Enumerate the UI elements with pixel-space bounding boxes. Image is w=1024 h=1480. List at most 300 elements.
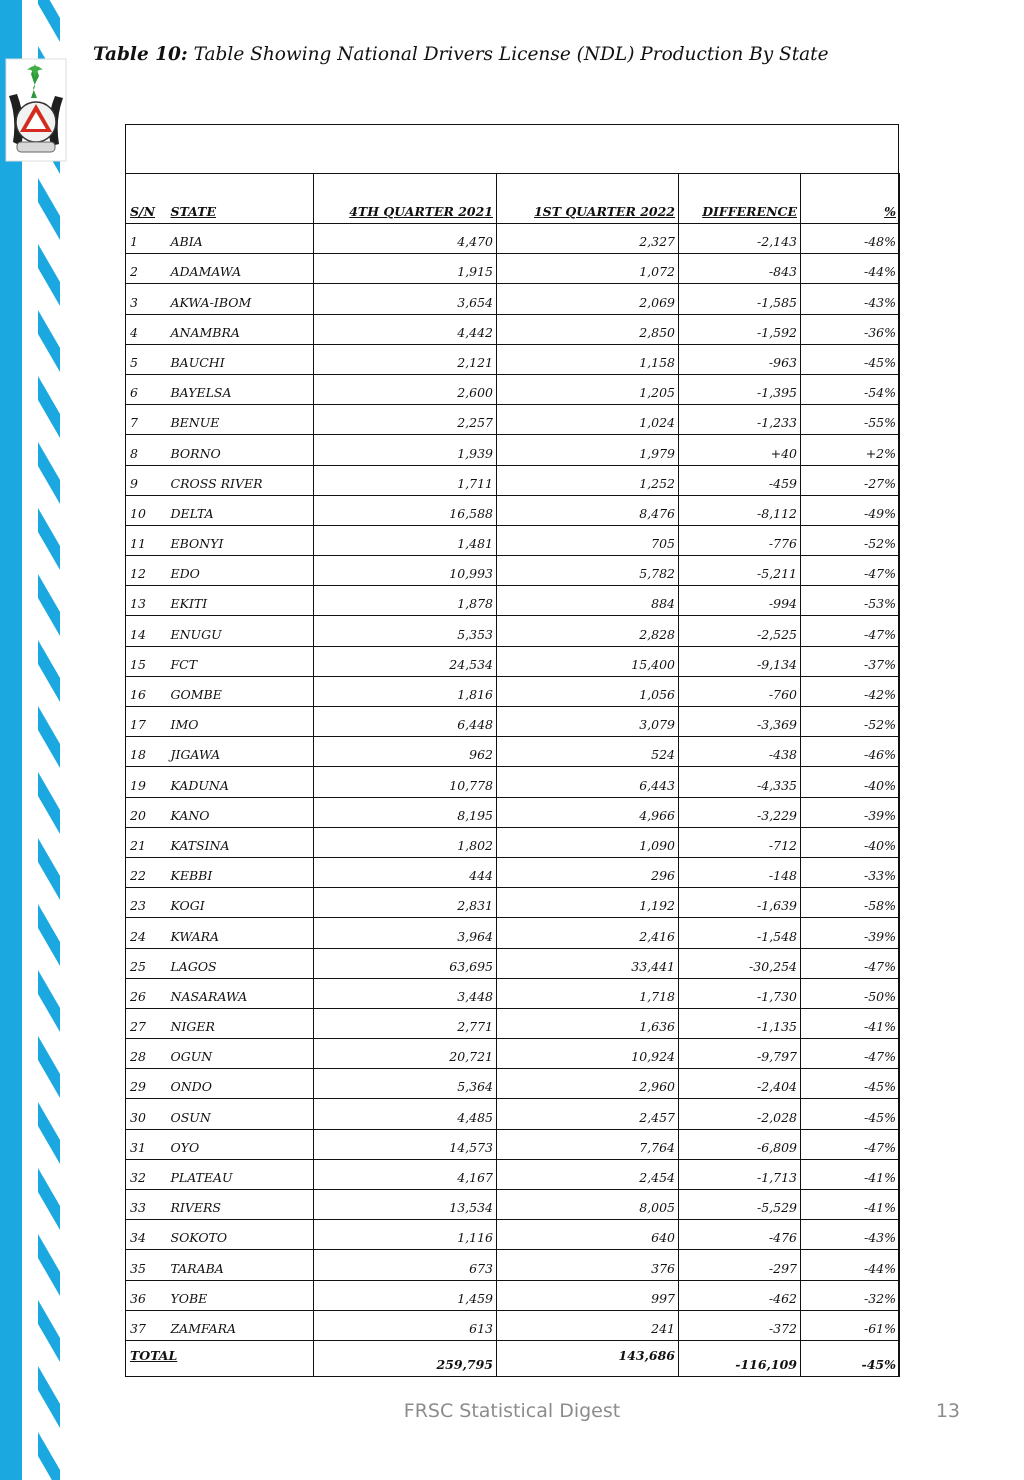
cell-state: OGUN xyxy=(167,1039,314,1069)
cell-percent: -32% xyxy=(801,1280,900,1310)
cell-q4-2021: 3,964 xyxy=(314,918,497,948)
table-row xyxy=(126,1310,900,1340)
cell-q1-2022: 1,979 xyxy=(497,435,679,465)
cell-q4-2021: 20,721 xyxy=(314,1039,497,1069)
cell-sn: 10 xyxy=(126,495,167,525)
cell-q1-2022: 6,443 xyxy=(497,767,679,797)
band-stripe xyxy=(38,904,60,966)
cell-q4-2021: 4,442 xyxy=(314,314,497,344)
cell-percent: -47% xyxy=(801,616,900,646)
cell-percent: -41% xyxy=(801,1190,900,1220)
table-row xyxy=(126,556,900,586)
cell-difference: -963 xyxy=(679,344,801,374)
cell-difference: -30,254 xyxy=(679,948,801,978)
frsc-logo-icon xyxy=(5,58,67,162)
cell-q4-2021: 8,195 xyxy=(314,797,497,827)
cell-q1-2022: 10,924 xyxy=(497,1039,679,1069)
header-difference: DIFFERENCE xyxy=(679,174,801,224)
cell-q1-2022: 524 xyxy=(497,737,679,767)
cell-state: KANO xyxy=(167,797,314,827)
cell-state: SOKOTO xyxy=(167,1220,314,1250)
cell-difference: -2,525 xyxy=(679,616,801,646)
cell-q1-2022: 1,024 xyxy=(497,405,679,435)
cell-difference: -438 xyxy=(679,737,801,767)
cell-difference: -476 xyxy=(679,1220,801,1250)
cell-state: KWARA xyxy=(167,918,314,948)
cell-q4-2021: 1,459 xyxy=(314,1280,497,1310)
table-header-row xyxy=(126,174,900,224)
cell-percent: -44% xyxy=(801,1250,900,1280)
cell-difference: -776 xyxy=(679,525,801,555)
cell-sn: 23 xyxy=(126,888,167,918)
cell-state: KADUNA xyxy=(167,767,314,797)
table-row xyxy=(126,224,900,254)
cell-difference: -1,395 xyxy=(679,374,801,404)
total-q1-2022: 143,686 xyxy=(497,1340,679,1376)
cell-state: BAUCHI xyxy=(167,344,314,374)
band-stripe xyxy=(38,1036,60,1098)
cell-q1-2022: 2,416 xyxy=(497,918,679,948)
table-row xyxy=(126,616,900,646)
cell-percent: -39% xyxy=(801,797,900,827)
cell-state: OYO xyxy=(167,1129,314,1159)
table-title xyxy=(93,44,993,65)
band-stripe xyxy=(38,1432,60,1480)
total-row xyxy=(126,1340,900,1376)
cell-difference: -6,809 xyxy=(679,1129,801,1159)
cell-percent: +2% xyxy=(801,435,900,465)
cell-sn: 19 xyxy=(126,767,167,797)
cell-difference: -148 xyxy=(679,857,801,887)
cell-difference: -1,713 xyxy=(679,1159,801,1189)
cell-state: EDO xyxy=(167,556,314,586)
cell-difference: -3,369 xyxy=(679,707,801,737)
band-stripe xyxy=(38,442,60,504)
cell-difference: -1,233 xyxy=(679,405,801,435)
table-row xyxy=(126,525,900,555)
cell-sn: 7 xyxy=(126,405,167,435)
cell-q4-2021: 10,778 xyxy=(314,767,497,797)
cell-q4-2021: 1,915 xyxy=(314,254,497,284)
cell-difference: -760 xyxy=(679,676,801,706)
table-row xyxy=(126,888,900,918)
cell-percent: -47% xyxy=(801,1039,900,1069)
cell-sn: 4 xyxy=(126,314,167,344)
cell-q1-2022: 8,476 xyxy=(497,495,679,525)
table-row xyxy=(126,374,900,404)
cell-state: AKWA-IBOM xyxy=(167,284,314,314)
cell-percent: -42% xyxy=(801,676,900,706)
cell-state: NIGER xyxy=(167,1008,314,1038)
cell-difference: -1,585 xyxy=(679,284,801,314)
table-row xyxy=(126,254,900,284)
cell-difference: -843 xyxy=(679,254,801,284)
header-q4-2021: 4TH QUARTER 2021 xyxy=(314,174,497,224)
cell-q4-2021: 4,485 xyxy=(314,1099,497,1129)
cell-difference: -2,028 xyxy=(679,1099,801,1129)
cell-difference: -2,404 xyxy=(679,1069,801,1099)
cell-difference: -1,548 xyxy=(679,918,801,948)
cell-percent: -58% xyxy=(801,888,900,918)
total-difference: -116,109 xyxy=(679,1340,801,1376)
cell-difference: -994 xyxy=(679,586,801,616)
cell-percent: -43% xyxy=(801,284,900,314)
table-row xyxy=(126,1129,900,1159)
cell-state: ONDO xyxy=(167,1069,314,1099)
cell-sn: 28 xyxy=(126,1039,167,1069)
table-row xyxy=(126,737,900,767)
cell-state: TARABA xyxy=(167,1250,314,1280)
cell-q1-2022: 1,636 xyxy=(497,1008,679,1038)
cell-q4-2021: 1,939 xyxy=(314,435,497,465)
cell-q4-2021: 1,711 xyxy=(314,465,497,495)
table-body xyxy=(126,224,900,1377)
total-state-empty xyxy=(167,1340,314,1376)
cell-q4-2021: 16,588 xyxy=(314,495,497,525)
band-stripe xyxy=(38,970,60,1032)
table-row xyxy=(126,586,900,616)
band-stripe xyxy=(38,838,60,900)
cell-state: ANAMBRA xyxy=(167,314,314,344)
cell-sn: 9 xyxy=(126,465,167,495)
cell-q1-2022: 2,960 xyxy=(497,1069,679,1099)
cell-state: JIGAWA xyxy=(167,737,314,767)
table-title-text: Table Showing National Drivers License (NDL) Production By State xyxy=(193,44,829,65)
cell-state: KOGI xyxy=(167,888,314,918)
cell-sn: 11 xyxy=(126,525,167,555)
cell-q1-2022: 997 xyxy=(497,1280,679,1310)
band-stripe xyxy=(38,1168,60,1230)
table-row xyxy=(126,918,900,948)
cell-q4-2021: 6,448 xyxy=(314,707,497,737)
cell-q4-2021: 962 xyxy=(314,737,497,767)
cell-state: DELTA xyxy=(167,495,314,525)
cell-sn: 17 xyxy=(126,707,167,737)
cell-difference: -462 xyxy=(679,1280,801,1310)
cell-q4-2021: 4,470 xyxy=(314,224,497,254)
cell-q1-2022: 705 xyxy=(497,525,679,555)
cell-q4-2021: 1,816 xyxy=(314,676,497,706)
band-stripe xyxy=(38,574,60,636)
cell-q4-2021: 14,573 xyxy=(314,1129,497,1159)
table-row xyxy=(126,676,900,706)
cell-q4-2021: 4,167 xyxy=(314,1159,497,1189)
cell-percent: -54% xyxy=(801,374,900,404)
table-row xyxy=(126,857,900,887)
band-stripe xyxy=(38,772,60,834)
cell-state: RIVERS xyxy=(167,1190,314,1220)
cell-state: OSUN xyxy=(167,1099,314,1129)
cell-q1-2022: 2,454 xyxy=(497,1159,679,1189)
cell-q4-2021: 1,878 xyxy=(314,586,497,616)
cell-difference: -9,134 xyxy=(679,646,801,676)
cell-difference: -459 xyxy=(679,465,801,495)
table-row xyxy=(126,978,900,1008)
cell-sn: 32 xyxy=(126,1159,167,1189)
table-row xyxy=(126,797,900,827)
cell-sn: 33 xyxy=(126,1190,167,1220)
table-row xyxy=(126,1220,900,1250)
table-title-lead: Table 10: xyxy=(93,44,188,65)
cell-sn: 36 xyxy=(126,1280,167,1310)
cell-difference: -1,639 xyxy=(679,888,801,918)
cell-sn: 25 xyxy=(126,948,167,978)
cell-percent: -50% xyxy=(801,978,900,1008)
cell-state: KEBBI xyxy=(167,857,314,887)
cell-q1-2022: 1,718 xyxy=(497,978,679,1008)
cell-percent: -52% xyxy=(801,525,900,555)
cell-percent: -47% xyxy=(801,556,900,586)
cell-q4-2021: 10,993 xyxy=(314,556,497,586)
cell-percent: -45% xyxy=(801,1069,900,1099)
cell-state: NASARAWA xyxy=(167,978,314,1008)
cell-q4-2021: 1,802 xyxy=(314,827,497,857)
header-percent: % xyxy=(801,174,900,224)
cell-percent: -45% xyxy=(801,1099,900,1129)
cell-percent: -55% xyxy=(801,405,900,435)
table-row xyxy=(126,948,900,978)
cell-state: ZAMFARA xyxy=(167,1310,314,1340)
table-row xyxy=(126,827,900,857)
cell-sn: 15 xyxy=(126,646,167,676)
page-number: 13 xyxy=(935,1400,960,1422)
cell-q1-2022: 8,005 xyxy=(497,1190,679,1220)
cell-state: GOMBE xyxy=(167,676,314,706)
cell-q4-2021: 444 xyxy=(314,857,497,887)
cell-q4-2021: 13,534 xyxy=(314,1190,497,1220)
cell-difference: -5,529 xyxy=(679,1190,801,1220)
cell-state: IMO xyxy=(167,707,314,737)
cell-difference: -9,797 xyxy=(679,1039,801,1069)
cell-q1-2022: 1,205 xyxy=(497,374,679,404)
cell-percent: -36% xyxy=(801,314,900,344)
table-row xyxy=(126,646,900,676)
cell-state: EBONYI xyxy=(167,525,314,555)
cell-sn: 8 xyxy=(126,435,167,465)
cell-percent: -52% xyxy=(801,707,900,737)
cell-sn: 12 xyxy=(126,556,167,586)
cell-sn: 14 xyxy=(126,616,167,646)
ndl-production-table xyxy=(125,173,900,1377)
cell-q4-2021: 613 xyxy=(314,1310,497,1340)
band-stripe xyxy=(38,1300,60,1362)
cell-q1-2022: 4,966 xyxy=(497,797,679,827)
table-row xyxy=(126,1190,900,1220)
cell-difference: -4,335 xyxy=(679,767,801,797)
cell-state: ENUGU xyxy=(167,616,314,646)
cell-q1-2022: 7,764 xyxy=(497,1129,679,1159)
band-stripe xyxy=(38,1234,60,1296)
table-row xyxy=(126,1039,900,1069)
cell-sn: 24 xyxy=(126,918,167,948)
cell-difference: -1,135 xyxy=(679,1008,801,1038)
cell-difference: +40 xyxy=(679,435,801,465)
cell-q4-2021: 673 xyxy=(314,1250,497,1280)
cell-q1-2022: 5,782 xyxy=(497,556,679,586)
header-state: STATE xyxy=(167,174,314,224)
cell-q4-2021: 5,353 xyxy=(314,616,497,646)
footer-title: FRSC Statistical Digest xyxy=(403,1400,621,1422)
cell-q1-2022: 2,069 xyxy=(497,284,679,314)
cell-percent: -33% xyxy=(801,857,900,887)
table-row xyxy=(126,435,900,465)
cell-percent: -47% xyxy=(801,1129,900,1159)
cell-q4-2021: 3,654 xyxy=(314,284,497,314)
cell-state: LAGOS xyxy=(167,948,314,978)
table-row xyxy=(126,1280,900,1310)
cell-state: KATSINA xyxy=(167,827,314,857)
cell-sn: 3 xyxy=(126,284,167,314)
cell-percent: -27% xyxy=(801,465,900,495)
cell-q4-2021: 63,695 xyxy=(314,948,497,978)
cell-q1-2022: 2,850 xyxy=(497,314,679,344)
cell-sn: 35 xyxy=(126,1250,167,1280)
cell-state: EKITI xyxy=(167,586,314,616)
cell-q1-2022: 33,441 xyxy=(497,948,679,978)
table-row xyxy=(126,767,900,797)
cell-q1-2022: 3,079 xyxy=(497,707,679,737)
cell-percent: -46% xyxy=(801,737,900,767)
table-row xyxy=(126,1250,900,1280)
cell-percent: -41% xyxy=(801,1159,900,1189)
cell-q1-2022: 376 xyxy=(497,1250,679,1280)
total-percent: -45% xyxy=(801,1340,900,1376)
cell-state: BAYELSA xyxy=(167,374,314,404)
cell-sn: 29 xyxy=(126,1069,167,1099)
cell-state: FCT xyxy=(167,646,314,676)
cell-percent: -44% xyxy=(801,254,900,284)
band-stripe xyxy=(38,706,60,768)
cell-q1-2022: 2,828 xyxy=(497,616,679,646)
cell-q4-2021: 5,364 xyxy=(314,1069,497,1099)
table-row xyxy=(126,465,900,495)
cell-difference: -5,211 xyxy=(679,556,801,586)
cell-sn: 30 xyxy=(126,1099,167,1129)
cell-percent: -40% xyxy=(801,767,900,797)
cell-percent: -40% xyxy=(801,827,900,857)
cell-percent: -47% xyxy=(801,948,900,978)
cell-q1-2022: 2,457 xyxy=(497,1099,679,1129)
cell-difference: -712 xyxy=(679,827,801,857)
band-stripe xyxy=(38,178,60,240)
cell-state: PLATEAU xyxy=(167,1159,314,1189)
cell-q1-2022: 1,056 xyxy=(497,676,679,706)
cell-sn: 2 xyxy=(126,254,167,284)
cell-q4-2021: 2,771 xyxy=(314,1008,497,1038)
table-row xyxy=(126,707,900,737)
cell-sn: 6 xyxy=(126,374,167,404)
cell-difference: -297 xyxy=(679,1250,801,1280)
cell-percent: -61% xyxy=(801,1310,900,1340)
cell-q1-2022: 296 xyxy=(497,857,679,887)
cell-percent: -39% xyxy=(801,918,900,948)
band-stripe xyxy=(38,1102,60,1164)
cell-q1-2022: 15,400 xyxy=(497,646,679,676)
band-stripe xyxy=(38,376,60,438)
table-row xyxy=(126,1099,900,1129)
cell-difference: -3,229 xyxy=(679,797,801,827)
cell-q1-2022: 884 xyxy=(497,586,679,616)
total-q4-2021: 259,795 xyxy=(314,1340,497,1376)
cell-percent: -41% xyxy=(801,1008,900,1038)
table-row xyxy=(126,495,900,525)
band-stripe xyxy=(38,508,60,570)
cell-percent: -43% xyxy=(801,1220,900,1250)
cell-q4-2021: 2,121 xyxy=(314,344,497,374)
cell-sn: 13 xyxy=(126,586,167,616)
cell-q4-2021: 2,600 xyxy=(314,374,497,404)
band-stripe xyxy=(38,0,60,42)
cell-sn: 31 xyxy=(126,1129,167,1159)
band-stripe xyxy=(38,244,60,306)
cell-percent: -45% xyxy=(801,344,900,374)
cell-sn: 34 xyxy=(126,1220,167,1250)
table-row xyxy=(126,344,900,374)
cell-difference: -372 xyxy=(679,1310,801,1340)
cell-sn: 22 xyxy=(126,857,167,887)
cell-sn: 21 xyxy=(126,827,167,857)
cell-q1-2022: 1,192 xyxy=(497,888,679,918)
cell-q1-2022: 1,252 xyxy=(497,465,679,495)
cell-percent: -53% xyxy=(801,586,900,616)
cell-difference: -1,730 xyxy=(679,978,801,1008)
cell-state: ABIA xyxy=(167,224,314,254)
cell-state: YOBE xyxy=(167,1280,314,1310)
cell-sn: 5 xyxy=(126,344,167,374)
cell-sn: 27 xyxy=(126,1008,167,1038)
cell-difference: -1,592 xyxy=(679,314,801,344)
cell-q4-2021: 2,257 xyxy=(314,405,497,435)
band-stripe xyxy=(38,310,60,372)
band-stripe xyxy=(38,640,60,702)
total-label: TOTAL xyxy=(126,1340,167,1376)
cell-q1-2022: 241 xyxy=(497,1310,679,1340)
cell-percent: -49% xyxy=(801,495,900,525)
header-sn: S/N xyxy=(126,174,167,224)
header-q1-2022: 1ST QUARTER 2022 xyxy=(497,174,679,224)
cell-q4-2021: 3,448 xyxy=(314,978,497,1008)
cell-difference: -8,112 xyxy=(679,495,801,525)
cell-state: BENUE xyxy=(167,405,314,435)
table-row xyxy=(126,1008,900,1038)
cell-q1-2022: 1,090 xyxy=(497,827,679,857)
cell-q1-2022: 1,072 xyxy=(497,254,679,284)
cell-q4-2021: 24,534 xyxy=(314,646,497,676)
cell-sn: 18 xyxy=(126,737,167,767)
side-decoration-band xyxy=(0,0,66,1480)
cell-state: CROSS RIVER xyxy=(167,465,314,495)
cell-sn: 16 xyxy=(126,676,167,706)
cell-percent: -37% xyxy=(801,646,900,676)
cell-q1-2022: 640 xyxy=(497,1220,679,1250)
cell-sn: 26 xyxy=(126,978,167,1008)
table-row xyxy=(126,1159,900,1189)
cell-state: BORNO xyxy=(167,435,314,465)
cell-sn: 37 xyxy=(126,1310,167,1340)
cell-sn: 20 xyxy=(126,797,167,827)
cell-q1-2022: 2,327 xyxy=(497,224,679,254)
cell-q4-2021: 2,831 xyxy=(314,888,497,918)
cell-difference: -2,143 xyxy=(679,224,801,254)
cell-percent: -48% xyxy=(801,224,900,254)
table-row xyxy=(126,284,900,314)
table-row xyxy=(126,405,900,435)
table-row xyxy=(126,314,900,344)
cell-sn: 1 xyxy=(126,224,167,254)
cell-q4-2021: 1,481 xyxy=(314,525,497,555)
cell-q1-2022: 1,158 xyxy=(497,344,679,374)
cell-q4-2021: 1,116 xyxy=(314,1220,497,1250)
